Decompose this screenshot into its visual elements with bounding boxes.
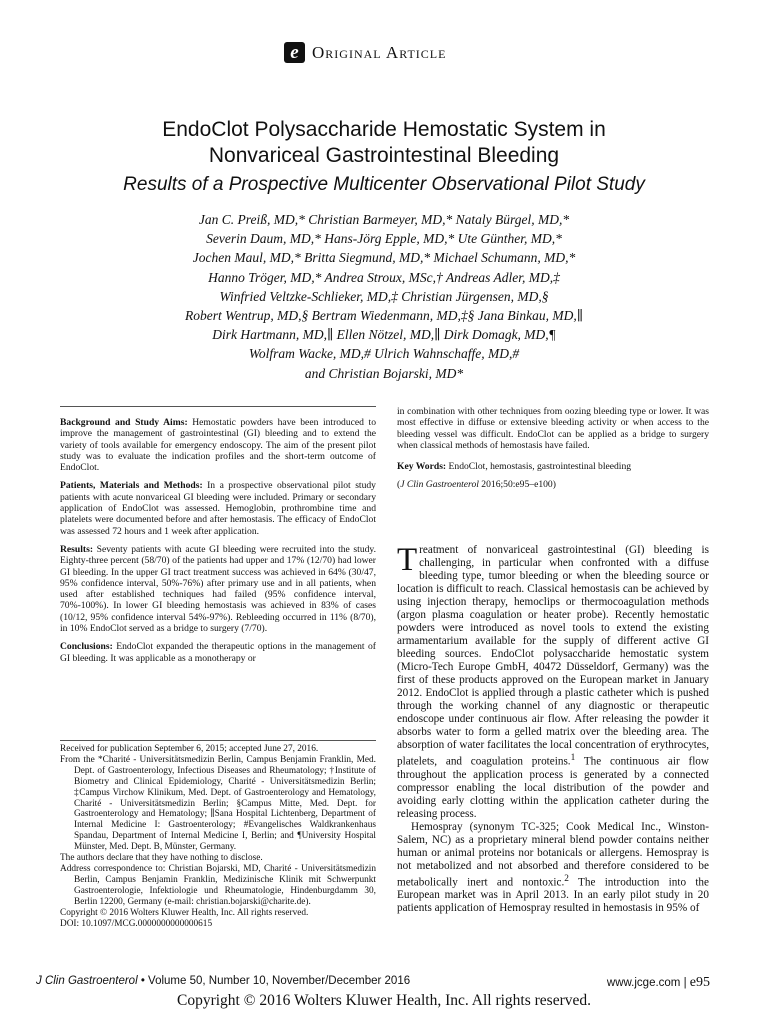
footnotes (60, 740, 376, 929)
abstract-methods: Patients, Materials and Methods: In a prospective observational pilot study patients with acute nonvariceal GI bleeding were included. Primary or secondary application of EndoClot was assessed. Hemoglobin, prothrombine time and platelets were documented before and after hemostasis. The efficacy of EndoClot was assessed 72 hours and 1 week after application. (60, 480, 376, 537)
author-line: Jochen Maul, MD,* Britta Siegmund, MD,* Michael Schumann, MD,* (192, 250, 576, 266)
author-line: Wolfram Wacke, MD,# Ulrich Wahnschaffe, MD,# (248, 346, 520, 362)
author-line: and Christian Bojarski, MD* (304, 365, 464, 381)
section-label: Original Article (312, 42, 447, 62)
abstract-left (60, 406, 376, 671)
keywords: Key Words: EndoClot, hemostasis, gastrointestinal bleeding (397, 461, 632, 473)
abstract-results: Results: Seventy patients with acute GI bleeding were recruited into the study. Eighty-three percent (58/70) of the patients had upper and 17% (12/70) had lower GI bleeding. In the upper GI tract treatment success was achieved in 64% (30/47, 95% confidence interval, 50%-76%) after primary use and in all patients, when used after established techniques had failed (95% confidence interval, 70%-100%). In lower GI bleeding hemostasis was achieved in 83% of cases (10/12, 95% confidence interval 54%-97%). Rebleeding occurred in 11% (8/70), in 10% EndoClot served as a bridge to surgery (7/70). (60, 543, 376, 635)
article-title (40, 117, 728, 169)
footnote-received: Received for publication September 6, 2015; accepted June 27, 2016. (60, 744, 319, 754)
body-text (397, 544, 709, 915)
title-line-1: EndoClot Polysaccharide Hemostatic System in (162, 118, 606, 141)
author-line: Winfried Veltzke-Schlieker, MD,‡ Christian Jürgensen, MD,§ (219, 288, 549, 304)
body-paragraph-1: Treatment of nonvariceal gastrointestinal (GI) bleeding is challenging, in particular when confronted with a diffuse bleeding type, tumor bleeding or when the bleeding source or location is difficult to reach. Classical hemostasis can be achieved by using injection therapy, hemoclips or thermocoagulation methods (argon plasma coagulation or heater probe). Recently hemostatic powders were introduced as novel tools to extend the existing armamentarium available for the supply of different active GI bleeding sources. EndoClot polysaccharide hemostatic system (Micro-Tech Europe GmbH, 40472 Düsseldorf, Germany) was the first of these products approved on the European market in January 2012. EndoClot is applied through a plastic catheter which is pushed through the working channel of any diagnostic or therapeutic endoscope under continuous air flow. After releasing the powder it absorbs water to form a gelled matrix over the bleeding area. The absorption of water facilitates the local concentration of erythrocytes, platelets, and coagulation proteins.$^1$ The continuous air flow throughout the application process is generated by a connected compressor enabling the local distribution of the powder and avoiding early clotting within the application catheter during the releasing process. (397, 542, 709, 820)
abstract-conclusions: Conclusions: EndoClot expanded the therapeutic options in the management of GI bleeding. It was applicable as a monotherapy or (60, 641, 376, 664)
body-paragraph-2: Hemospray (synonym TC-325; Cook Medical Inc., Winston-Salem, NC) as a proprietary mineral blend powder contains neither human or animal proteins nor botanicals or allergens. Hemospray is not metabolized and not absorbed and therefore considered to be metabolically inert and nontoxic.$^2$ The introduction into the European market was in April 2013. In an early pilot study in 20 patients application of Hemospray resulted in hemostasis in 95% of (397, 820, 709, 915)
journal-logo-e: e (284, 42, 305, 63)
footnote-affiliations: From the *Charité - Universitätsmedizin Berlin, Campus Benjamin Franklin, Med. Dept. of Gastroenterology, Infectious Diseases and Rheumatology; †Institute of Biometry and Clinical Epidemiology, Charité - Universitätsmedizin Berlin; ‡Campus Virchow Klinikum, Med. Dept. of Gastroenterology and Hematology, Charité - Universitätsmedizin Berlin; §Campus Mitte, Med. Dept. for Gastroenterology and Hematology; ∥Sana Hospital Lichtenberg, Department of Internal Medicine I: Gastroenterology; #Evangelisches Waldkrankenhaus Spandau, Department of Internal Medicine I, Berlin; and ¶University Hospital Münster, Med. Dept. B, Münster, Germany. (60, 754, 376, 853)
running-footer (36, 975, 710, 991)
author-line: Jan C. Preiß, MD,* Christian Barmeyer, MD,* Nataly Bürgel, MD,* (198, 212, 570, 227)
footnote-address: Address correspondence to: Christian Bojarski, MD, Charité - Universitätsmedizin Berlin, Campus Benjamin Franklin, Medizinische Klinik mit Schwerpunkt Gastroenterologie, Infektiologie und Rheumatologie, Hindenburgdamm 30, Berlin 12200, Germany (e-mail: christian.bojarski@charite.de). (60, 863, 376, 907)
abstract-continued: in combination with other techniques from oozing bleeding type or lower. It was most effective in diffuse or extensive bleeding activity or when access to the bleeding vessel was difficult. EndoClot can be applied as a bridge to surgery when classical methods of hemostasis have failed. (397, 406, 709, 451)
citation: (J Clin Gastroenterol 2016;50:e95–e100) (397, 479, 556, 491)
author-list (60, 210, 708, 383)
footer-page-info: www.jcge.com | e95 (606, 975, 710, 990)
title-line-2: Nonvariceal Gastrointestinal Bleeding (208, 144, 560, 167)
journal-url[interactable]: www.jcge.com (606, 977, 681, 989)
author-line: Dirk Hartmann, MD,∥ Ellen Nötzel, MD,∥ Dirk Domagk, MD,¶ (212, 327, 556, 343)
footnote-copyright: Copyright © 2016 Wolters Kluwer Health, Inc. All rights reserved. (60, 907, 309, 918)
reference-2: 2 (564, 873, 569, 884)
page-number: e95 (689, 975, 710, 990)
abstract-background: Background and Study Aims: Hemostatic powders have been introduced to improve the management of gastrointestinal (GI) bleeding and to extend the variety of tools available for emergency endoscopy. The aim of the present pilot study was to evaluate the indication profiles and the short-term outcome of EndoClot. (60, 417, 377, 474)
drop-cap: T (397, 542, 418, 578)
section-header (284, 42, 446, 63)
footer-journal-info: J Clin Gastroenterol • Volume 50, Number 10, November/December 2016 (36, 975, 411, 987)
author-line: Hanno Tröger, MD,* Andrea Stroux, MSc,† Andreas Adler, MD,‡ (208, 269, 560, 285)
reference-1: 1 (570, 753, 576, 763)
article-subtitle: Results of a Prospective Multicenter Observational Pilot Study (123, 174, 645, 195)
abstract-right (397, 406, 709, 498)
footnote-disclosure: The authors declare that they have nothing to disclose. (60, 853, 263, 864)
copyright-line: Copyright © 2016 Wolters Kluwer Health, Inc. All rights reserved. (176, 992, 592, 1009)
footnote-doi: DOI: 10.1097/MCG.0000000000000615 (60, 918, 213, 929)
author-line: Severin Daum, MD,* Hans-Jörg Epple, MD,* Ute Günther, MD,* (206, 231, 562, 247)
author-line: Robert Wentrup, MD,§ Bertram Wiedenmann, MD,‡§ Jana Binkau, MD,∥ (185, 308, 583, 324)
